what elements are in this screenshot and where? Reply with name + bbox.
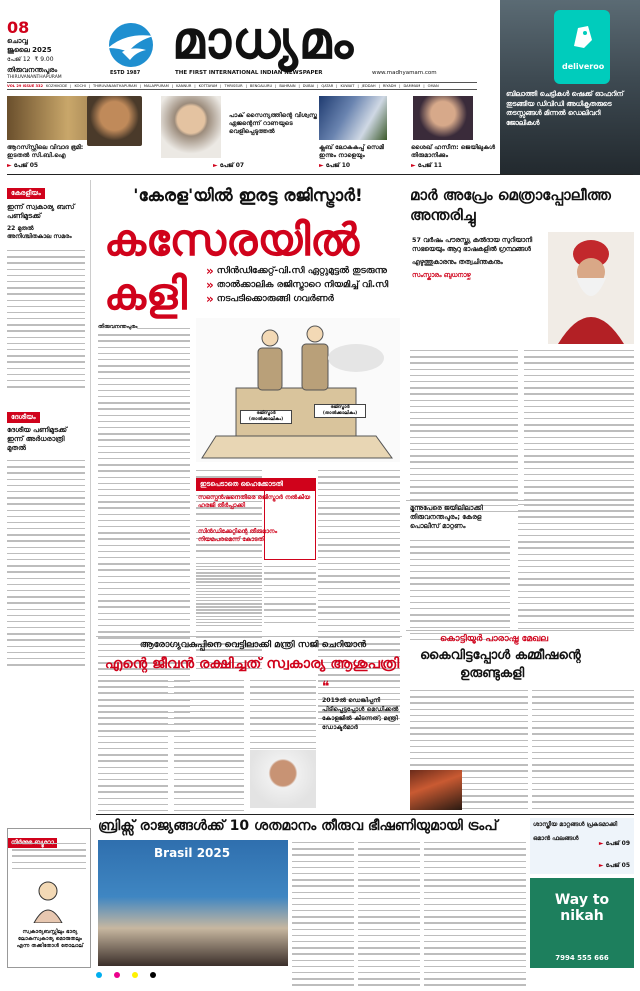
lead-points: [206, 264, 401, 306]
second-lead-quote: 2019ൽ ഡെങ്കിപ്പനി പിടിപ്പെട്ടപ്പോൾ മെഡിക്കൽ കോളജിൽ കിടന്നത്; മന്ത്രി ഡോക്ടർമാർ: [322, 697, 399, 731]
divider: [7, 174, 633, 175]
chair-cartoon-icon: [196, 318, 400, 462]
price: ₹ 9.00: [34, 56, 54, 63]
date-day: 08: [7, 18, 30, 37]
website: www.madhyamam.com: [372, 70, 437, 76]
lead-point: » സിൻഡിക്കേറ്റ്-വി.സി ഏറ്റുമുട്ടൽ തുടരുന്നു: [206, 264, 401, 278]
city: KOCHI: [74, 84, 86, 88]
bottom-headline[interactable]: ബ്രിക്സ് രാജ്യങ്ങൾക്ക് 10 ശതമാനം തീരുവ ഭീഷണിയുമായി ട്രംപ്: [98, 818, 498, 834]
deliveroo-ad[interactable]: [500, 0, 640, 175]
teaser-photo: [161, 96, 221, 158]
page-count: പേജ് 12: [7, 56, 31, 63]
lead-point: » നടപടിക്കൊരുങ്ങി ഗവർണർ: [206, 292, 401, 306]
sidebar-label-national: ദേശീയം: [7, 412, 40, 423]
second-lead-quote-mark: ❝: [322, 679, 330, 695]
sidebar-kerala-head[interactable]: ഇന്ന് സ്വകാര്യ ബസ് പണിമുടക്ക്: [7, 203, 75, 220]
right-top-title-1[interactable]: മാർ അപ്രേം മെത്രാപ്പോലീത്ത: [410, 186, 611, 204]
deliveroo-text: ബിലാത്തി ചെട്ടികൾ ഷെക്ക് ഓഫറിന് തുടങ്ങിയ ഡിവിഡി അധികൃതരുടെ തടസ്സങ്ങൾ മിന്നൽ ഡെലിവറി ജോലികൾ: [506, 90, 624, 127]
teaser-photo: [319, 96, 387, 140]
sidebar-label-kerala: കേരളീയം: [7, 188, 45, 199]
city: DAMMAM: [403, 84, 421, 88]
dove-logo-icon: [98, 22, 164, 68]
desk-sign: രജിസ്ട്രാർ (താൽക്കാലികം): [314, 404, 366, 418]
city: MALAPPURAM: [143, 84, 169, 88]
second-lead-kicker[interactable]: ആരോഗ്യവകുപ്പിനെ വെട്ടിലാക്കി മന്ത്രി സജി ചെറിയാൻ: [139, 640, 367, 650]
second-lead-headline[interactable]: എന്റെ ജീവൻ രക്ഷിച്ചത് സ്വകാര്യ ആശുപത്രി: [104, 656, 400, 672]
city: OMAN: [427, 84, 439, 88]
city: BAHRAIN: [279, 84, 296, 88]
teaser-title[interactable]: ക്ലബ് ലോകകപ്പ് സെമി ഇന്നും നാളെയും: [319, 144, 384, 159]
lead-kicker[interactable]: 'കേരള'യിൽ ഇരട്ട രജിസ്ട്രാർ!: [133, 186, 363, 206]
right-top-points: [412, 236, 546, 280]
index-item[interactable]: ഒമാൻ ഫലങ്ങൾ: [533, 835, 579, 842]
city: QATAR: [321, 84, 334, 88]
index-item[interactable]: ശാസ്ത്രീയ മാറ്റങ്ങൾ പ്രകടമാക്കി: [533, 821, 618, 828]
teaser-title[interactable]: ശൈഖ് ഹസീന: ജെയിലുകൾ തിരുമാനിക്കും: [411, 144, 496, 159]
sidebar: [7, 180, 91, 820]
date-block: [7, 18, 77, 80]
city: KUWAIT: [340, 84, 355, 88]
teaser-row: [7, 96, 499, 172]
lead-byline: തിരുവനന്തപുരം: [98, 324, 138, 330]
city: RIYADH: [382, 84, 397, 88]
right-top-title-2[interactable]: അന്തരിച്ചു: [410, 206, 476, 224]
kangaroo-icon: [566, 20, 598, 52]
brics-photo-text: Brasil 2025: [154, 846, 231, 860]
lead-cartoon: [196, 318, 400, 462]
edition: തിരുവനന്തപുരം: [7, 66, 58, 74]
cartoon-box: [7, 828, 91, 968]
teaser-page[interactable]: ► പേജ് 11: [411, 162, 442, 170]
teaser-photo: [413, 96, 473, 140]
metropolitan-photo: [548, 232, 634, 344]
registration-marks: [96, 972, 536, 978]
date-weekday: ചൊവ്വ: [7, 37, 28, 45]
city-strip: VOL 29 ISSUE 332 KOZHIKODE | KOCHI | THIRUVANANTHAPURAM | MALAPPURAM | KANNUR | KOTTAYAM | THRISSUR | BENGALURU | BAHRAIN | DUBAI | QATAR | KUWAIT | JEDDAH | RIYADH | DAMMAM | OMAN: [7, 82, 477, 90]
highlight-point: സിൻഡിക്കേറ്റിന്റെ തീരുമാനം നിയമപരമെന്ന് കോടതി: [198, 528, 278, 543]
estd: ESTD 1987: [110, 70, 141, 76]
tagline: THE FIRST INTERNATIONAL INDIAN NEWSPAPER: [175, 70, 323, 76]
portrait-icon: [548, 232, 634, 344]
right-top-point: എഴുത്തുകാരനും തത്വചിന്തകനും: [412, 258, 503, 266]
logo-emblem: [98, 22, 164, 68]
mid-right-title-3[interactable]: ഉരുണ്ടുകളി: [460, 666, 525, 681]
city: BENGALURU: [249, 84, 273, 88]
minister-photo: [250, 750, 316, 808]
brics-photo: [98, 840, 288, 966]
index-box: [530, 818, 634, 874]
city: DUBAI: [302, 84, 315, 88]
highlight-title: ഇടപെടാതെ ഹൈക്കോടതി: [196, 478, 316, 491]
highlight-point: സസ്പെൻഷനെതിരെ രജിസ്ട്രാർ നൽകിയ ഹരജി തീർപ്പാക്കി: [198, 494, 311, 509]
right-top-point: സംസ്കാരം ബുധനാഴ്ച: [412, 271, 471, 279]
mid-right-title-2[interactable]: കൈവിട്ടപ്പോൾ കമ്മീഷന്റെ: [420, 648, 581, 663]
lead-headline-1[interactable]: കസേരയിൽ: [104, 215, 360, 266]
sidebar-kerala-point: 22 മുതൽ അനിശ്ചിതകാല സമരം: [7, 225, 72, 240]
nikah-ad-phone: 7994 555 666: [555, 954, 609, 962]
logo-title: മാധ്യമം: [172, 11, 355, 71]
teaser-title[interactable]: ആറസ്സ്റ്റിലെ വിവാദ ഭൂമി: ഇടതൽ സി.ബി.ഐ: [7, 144, 84, 159]
volume-issue: VOL 29 ISSUE 332: [7, 84, 44, 88]
cartoon-caption: സ്വകാര്യബസ്സിലും ഭാര്യ ലോകസ്വകാര്യ മൊരുതലും എന്ന തക്കിതോൾ തോലാല്: [16, 929, 84, 949]
mid-right-title-1[interactable]: കൊട്ടിയൂർ പാരാഷ്ട്ര മേഖല: [440, 634, 549, 644]
kottiyur-photo: [410, 770, 462, 810]
mid-right-head[interactable]: മൂന്നുപേരെ ജയിലിലാക്കി തിരുവനന്തപുരം; കേരള പൊലീസ് മാറ്റണം: [410, 504, 483, 530]
index-page[interactable]: ► പേജ് 09: [599, 840, 630, 848]
teaser-photo: [87, 96, 142, 146]
date-month: ജൂലൈ 2025: [7, 46, 52, 54]
lead-headline-2[interactable]: കളി: [104, 269, 187, 320]
city: THRISSUR: [224, 84, 243, 88]
nikah-ad[interactable]: [530, 878, 634, 968]
city: KANNUR: [176, 84, 192, 88]
teaser-page[interactable]: ► പേജ് 07: [213, 162, 244, 170]
teaser-title[interactable]: പാക് സൈന്യത്തിന്റെ വിശ്വസ്ത ഏജന്റെന്ന് റാണയുടെ വെളിപ്പെടുത്തൽ: [229, 112, 318, 135]
teaser-page[interactable]: ► പേജ് 10: [319, 162, 350, 170]
sidebar-national-head[interactable]: ദേശീയ പണിമുടക്ക് ഇന്ന് അർധരാത്രി മുതൽ: [7, 426, 67, 452]
lead-point: » താൽക്കാലിക രജിസ്ട്രാറെ നിയമിച്ച് വി.സി: [206, 278, 401, 292]
city: KOZHIKODE: [46, 84, 68, 88]
desk-sign: രജിസ്ട്രാർ (താൽക്കാലികം): [240, 410, 292, 424]
edition-en: THIRUVANANTHAPURAM: [7, 75, 62, 80]
nikah-ad-title: Way to nikah: [554, 892, 610, 924]
index-page[interactable]: ► പേജ് 05: [599, 862, 630, 870]
cartoon-figure-icon: [18, 879, 78, 923]
city: JEDDAH: [361, 84, 376, 88]
city: THIRUVANANTHAPURAM: [93, 84, 137, 88]
deliveroo-brand: deliveroo: [562, 62, 605, 71]
right-top-point: 57 വർഷം പൗരസ്ത്യ കൽദായ സുറിയാനി സഭയെയും ആറു ഭാഷകളിൽ ഗ്രന്ഥങ്ങൾ: [412, 236, 533, 253]
city: KOTTAYAM: [198, 84, 218, 88]
teaser-page[interactable]: ► പേജ് 05: [7, 162, 38, 170]
